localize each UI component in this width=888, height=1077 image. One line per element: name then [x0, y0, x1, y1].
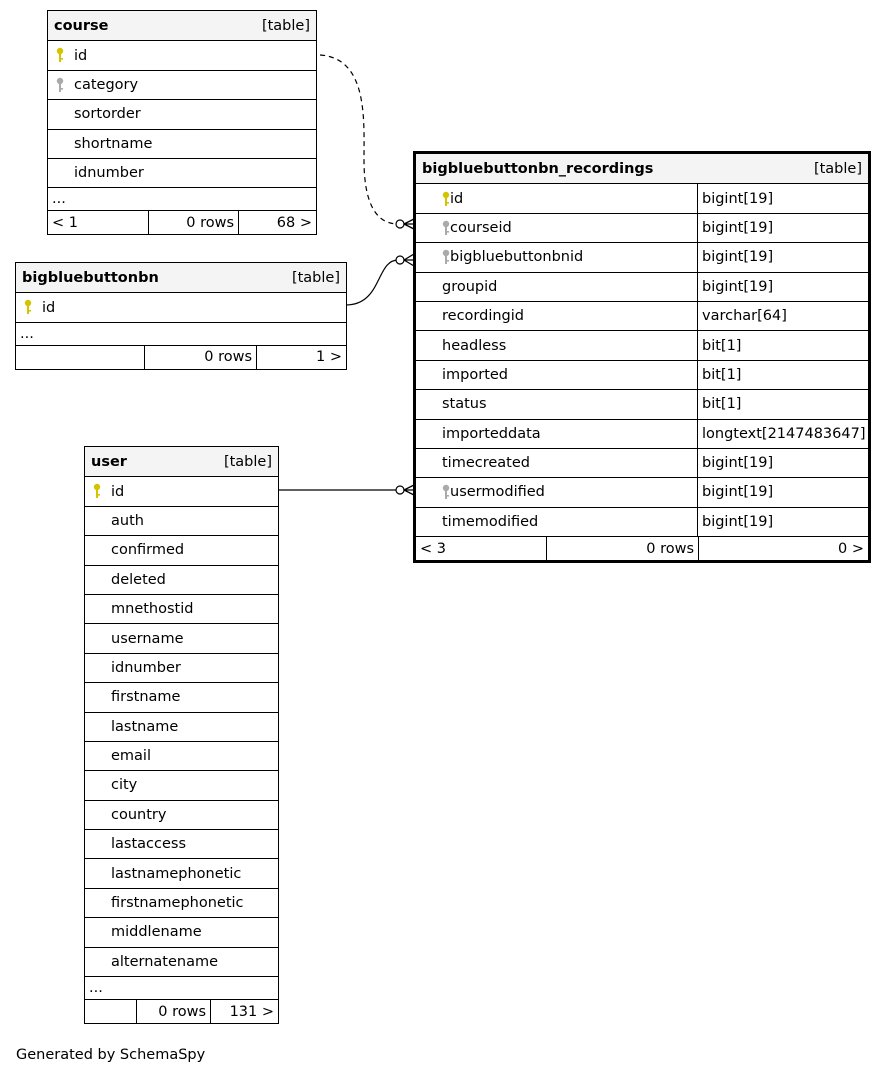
table-header — [85, 447, 278, 476]
table-name: course — [54, 17, 109, 34]
column-row[interactable] — [48, 40, 316, 69]
column-name: username — [111, 630, 184, 647]
table-footer — [416, 536, 868, 560]
column-name: mnethostid — [111, 601, 194, 618]
column-name: city — [111, 777, 138, 794]
column-row[interactable] — [85, 682, 278, 711]
column-name: alternatename — [111, 953, 219, 970]
column-name: shortname — [74, 135, 153, 152]
table-footer — [85, 999, 278, 1023]
foreign-key-icon — [442, 249, 450, 265]
column-type: bigint[19] — [702, 513, 774, 530]
column-name: bigbluebuttonbnid — [450, 249, 584, 266]
column-name: firstnamephonetic — [111, 895, 244, 912]
footer-rows: 0 rows — [136, 1000, 210, 1023]
column-type: bigint[19] — [702, 278, 774, 295]
column-name-cell — [416, 361, 698, 389]
column-name-cell — [416, 302, 698, 330]
table-kind: [table] — [291, 269, 340, 286]
table-bigbluebuttonbn[interactable] — [15, 262, 347, 370]
table-bigbluebuttonbn-recordings[interactable] — [413, 151, 871, 563]
column-name: sortorder — [74, 106, 141, 123]
footer-parents[interactable]: < 1 — [52, 214, 78, 231]
column-row[interactable] — [416, 448, 868, 477]
column-name-cell — [416, 390, 698, 418]
footer-rows: 0 rows — [148, 211, 238, 234]
footer-parents[interactable] — [85, 1000, 136, 1023]
column-name-cell — [416, 214, 698, 242]
more-columns: ... — [48, 187, 316, 210]
footer-parents[interactable]: < 3 — [420, 540, 446, 557]
table-name: user — [91, 453, 127, 470]
footer-rows: 0 rows — [144, 346, 256, 369]
column-row[interactable] — [416, 419, 868, 448]
column-row[interactable] — [416, 213, 868, 242]
column-row[interactable] — [85, 947, 278, 976]
column-type: varchar[64] — [702, 308, 787, 325]
table-user[interactable] — [84, 446, 279, 1024]
column-row[interactable] — [85, 888, 278, 917]
footer-children[interactable]: 68 > — [238, 211, 316, 234]
column-row[interactable] — [85, 829, 278, 858]
table-kind: [table] — [813, 160, 862, 177]
footer-children[interactable]: 0 > — [698, 537, 868, 560]
table-name: bigbluebuttonbn_recordings — [422, 160, 654, 177]
column-name: courseid — [450, 219, 512, 236]
column-row[interactable] — [85, 741, 278, 770]
footer-parents[interactable] — [16, 346, 144, 369]
column-name: recordingid — [442, 308, 524, 325]
column-name: lastnamephonetic — [111, 865, 242, 882]
column-row[interactable] — [85, 535, 278, 564]
column-name: country — [111, 806, 167, 823]
column-row[interactable] — [85, 712, 278, 741]
column-row[interactable] — [416, 242, 868, 271]
column-name: category — [74, 76, 139, 93]
column-row[interactable] — [416, 183, 868, 212]
column-name: headless — [442, 337, 507, 354]
column-name: status — [442, 396, 487, 413]
primary-key-icon — [24, 299, 32, 315]
column-name: id — [74, 47, 88, 64]
column-name: idnumber — [74, 165, 144, 182]
footer-rows: 0 rows — [546, 537, 698, 560]
column-row[interactable] — [48, 129, 316, 158]
column-type: longtext[2147483647] — [702, 425, 866, 442]
column-name: email — [111, 748, 151, 765]
column-row[interactable] — [85, 800, 278, 829]
column-row[interactable] — [416, 330, 868, 359]
footer-children[interactable]: 1 > — [256, 346, 346, 369]
column-type: bigint[19] — [702, 455, 774, 472]
column-name-cell — [416, 478, 698, 506]
table-kind: [table] — [223, 453, 272, 470]
column-row[interactable] — [85, 858, 278, 887]
column-row[interactable] — [85, 476, 278, 505]
primary-key-icon — [442, 191, 450, 207]
column-name: idnumber — [111, 659, 181, 676]
foreign-key-icon — [56, 77, 64, 93]
column-row[interactable] — [48, 70, 316, 99]
table-name: bigbluebuttonbn — [22, 269, 159, 286]
table-header — [416, 154, 868, 183]
primary-key-icon — [56, 47, 64, 63]
foreign-key-icon — [442, 484, 450, 500]
column-type: bigint[19] — [702, 484, 774, 501]
column-name-cell — [416, 420, 698, 448]
footer-children[interactable]: 131 > — [210, 1000, 278, 1023]
table-header — [16, 263, 346, 292]
column-name: timecreated — [442, 455, 530, 472]
column-name: importeddata — [442, 425, 541, 442]
column-name: id — [450, 190, 464, 207]
more-columns: ... — [16, 322, 346, 345]
column-row[interactable] — [416, 389, 868, 418]
column-row[interactable] — [85, 506, 278, 535]
column-row[interactable] — [85, 565, 278, 594]
column-name: lastname — [111, 718, 179, 735]
column-row[interactable] — [416, 507, 868, 536]
column-type: bit[1] — [702, 396, 742, 413]
column-row[interactable] — [85, 594, 278, 623]
column-name: timemodified — [442, 513, 539, 530]
column-name: id — [111, 483, 125, 500]
primary-key-icon — [93, 483, 101, 499]
generator-credit: Generated by SchemaSpy — [16, 1047, 206, 1063]
column-row[interactable] — [416, 272, 868, 301]
column-row[interactable] — [416, 360, 868, 389]
column-name: firstname — [111, 689, 181, 706]
column-type: bit[1] — [702, 366, 742, 383]
column-row[interactable] — [48, 99, 316, 128]
column-type: bigint[19] — [702, 219, 774, 236]
column-name: deleted — [111, 571, 166, 588]
column-name-cell — [416, 184, 698, 212]
column-name-cell — [416, 449, 698, 477]
foreign-key-icon — [442, 220, 450, 236]
table-footer — [48, 210, 316, 234]
column-name: imported — [442, 366, 509, 383]
table-kind: [table] — [261, 17, 310, 34]
column-type: bigint[19] — [702, 190, 774, 207]
link-user-recordings-circle — [396, 486, 404, 494]
column-name: middlename — [111, 924, 202, 941]
column-row[interactable] — [16, 292, 346, 321]
column-name: id — [42, 299, 56, 316]
column-name: auth — [111, 512, 144, 529]
column-row[interactable] — [85, 770, 278, 799]
link-bbb-recordings-circle — [396, 256, 404, 264]
table-course[interactable] — [47, 10, 317, 235]
column-name: usermodified — [450, 484, 545, 501]
column-name: confirmed — [111, 542, 185, 559]
link-bbb-recordings — [346, 260, 398, 305]
column-name: groupid — [442, 278, 498, 295]
column-row[interactable] — [85, 623, 278, 652]
table-header — [48, 11, 316, 40]
column-name-cell — [416, 273, 698, 301]
column-row[interactable] — [85, 917, 278, 946]
link-course-recordings — [320, 55, 398, 224]
more-columns: ... — [85, 976, 278, 999]
column-type: bigint[19] — [702, 249, 774, 266]
column-row[interactable] — [416, 301, 868, 330]
column-name-cell — [416, 331, 698, 359]
table-footer — [16, 345, 346, 369]
column-name-cell — [416, 508, 698, 536]
link-course-recordings-circle — [396, 220, 404, 228]
column-row[interactable] — [48, 158, 316, 187]
column-name-cell — [416, 243, 698, 271]
column-row[interactable] — [85, 653, 278, 682]
column-row[interactable] — [416, 477, 868, 506]
column-name: lastaccess — [111, 836, 187, 853]
column-type: bit[1] — [702, 337, 742, 354]
